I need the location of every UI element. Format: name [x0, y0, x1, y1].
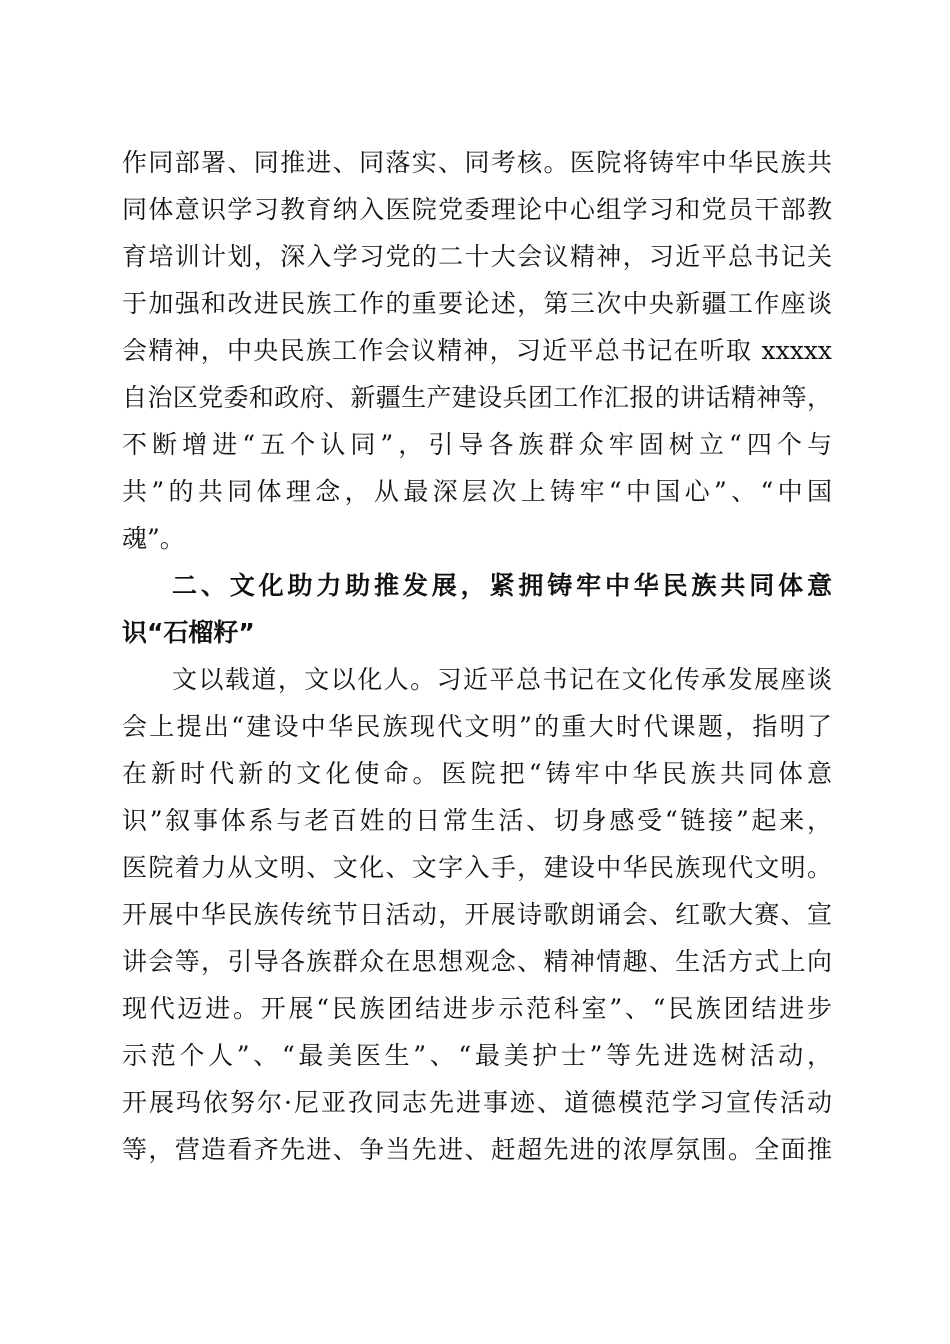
section-heading-line-2: 识“石榴籽” [122, 618, 255, 647]
paragraph-1-line-1: 作同部署、同推进、同落实、同考核。医院将铸牢中华民族共 [122, 148, 832, 177]
paragraph-2-line-5: 医院着力从文明、文化、文字入手，建设中华民族现代文明。 [122, 853, 832, 882]
paragraph-1-line-4: 于加强和改进民族工作的重要论述，第三次中央新疆工作座谈 [122, 289, 832, 318]
paragraph-2-line-1: 文以载道，文以化人。习近平总书记在文化传承发展座谈 [172, 665, 832, 694]
paragraph-1-line-3: 育培训计划，深入学习党的二十大会议精神，习近平总书记关 [122, 242, 832, 271]
paragraph-2-line-9: 示范个人”、“最美医生”、“最美护士”等先进选树活动， [122, 1041, 832, 1070]
paragraph-2-line-3: 在新时代新的文化使命。医院把“铸牢中华民族共同体意 [122, 759, 832, 788]
paragraph-1-line-6: 自治区党委和政府、新疆生产建设兵团工作汇报的讲话精神等， [122, 383, 832, 412]
paragraph-1-line-2: 同体意识学习教育纳入医院党委理论中心组学习和党员干部教 [122, 195, 832, 224]
paragraph-2-line-8: 现代迈进。开展“民族团结进步示范科室”、“民族团结进步 [122, 994, 832, 1023]
paragraph-1-line-9: 魂”。 [122, 524, 185, 553]
section-heading-line-1: 二、文化助力助推发展，紧拥铸牢中华民族共同体意 [172, 571, 832, 600]
paragraph-2-line-6: 开展中华民族传统节日活动，开展诗歌朗诵会、红歌大赛、宣 [122, 900, 832, 929]
paragraph-2-line-10: 开展玛依努尔·尼亚孜同志先进事迹、道德模范学习宣传活动 [122, 1088, 832, 1117]
paragraph-1-line-5: 会精神，中央民族工作会议精神，习近平总书记在听取 xxxxx [122, 336, 832, 365]
paragraph-2-line-7: 讲会等，引导各族群众在思想观念、精神情趣、生活方式上向 [122, 947, 832, 976]
paragraph-1-line-7: 不断增进“五个认同”，引导各族群众牢固树立“四个与 [122, 430, 832, 459]
paragraph-2-line-2: 会上提出“建设中华民族现代文明”的重大时代课题，指明了 [122, 712, 832, 741]
paragraph-2-line-4: 识”叙事体系与老百姓的日常生活、切身感受“链接”起来， [122, 806, 832, 835]
paragraph-1-line-8: 共”的共同体理念，从最深层次上铸牢“中国心”、“中国 [122, 477, 832, 506]
paragraph-2-line-11: 等，营造看齐先进、争当先进、赶超先进的浓厚氛围。全面推 [122, 1135, 832, 1164]
